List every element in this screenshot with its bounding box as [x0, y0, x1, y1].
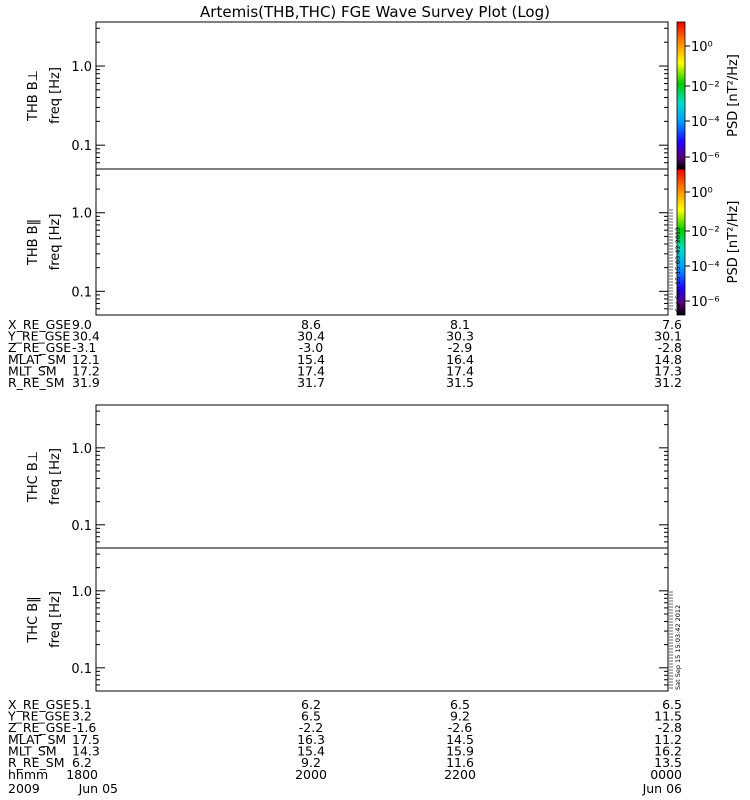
colorbar-tick-label: 10⁻⁶	[691, 151, 720, 166]
ephemeris-row-label: MLAT_SM	[8, 351, 67, 367]
ephemeris-value: 16.2	[654, 743, 682, 759]
y-axis-label: freq [Hz]	[48, 448, 63, 505]
time-tick-label: 2200	[444, 767, 476, 782]
ephemeris-row-label: MLT_SM	[8, 363, 57, 379]
year-label: 2009	[8, 781, 40, 796]
ephemeris-value: -3.1	[72, 340, 97, 356]
ephemeris-row-label: X_RE_GSE	[8, 317, 72, 332]
panel-frame	[96, 169, 668, 315]
ephemeris-row-label: R_RE_SM	[8, 755, 65, 770]
ephemeris-row-label: MLAT_SM	[8, 731, 67, 747]
probe-label: THC B⊥	[26, 450, 41, 503]
y-axis-label: freq [Hz]	[48, 213, 63, 271]
panel-4	[26, 548, 668, 691]
end-date: Jun 06	[642, 781, 682, 796]
ephemeris-row-label: MLT_SM	[8, 743, 57, 759]
ephemeris-value: 17.3	[654, 363, 682, 379]
ephemeris-value: 14.3	[72, 743, 100, 759]
colorbar-tick-label: 10⁻⁴	[691, 260, 720, 275]
ephemeris-value: 16.3	[297, 731, 325, 747]
ephemeris-row-label: R_RE_SM	[8, 375, 65, 390]
y-tick-label: 0.1	[71, 285, 92, 301]
ephemeris-value: 9.2	[301, 755, 321, 770]
ephemeris-value: 8.6	[301, 317, 321, 332]
spectrogram-panels	[26, 22, 668, 691]
colorbar-tick-label: 10⁻⁴	[691, 115, 720, 130]
time-tick-label: 2000	[295, 767, 327, 782]
ephemeris-value: 11.6	[446, 755, 474, 770]
ephemeris-value: -2.2	[298, 720, 324, 736]
ephemeris-thc	[7, 697, 682, 770]
probe-label: THC B‖	[26, 596, 41, 643]
colorbar-2	[677, 169, 741, 315]
colorbar-gradient	[677, 22, 685, 169]
ephemeris-value: 15.4	[297, 743, 325, 759]
ephemeris-value: -1.6	[72, 720, 97, 736]
ephemeris-value: 8.1	[450, 317, 470, 332]
ephemeris-value: 17.2	[72, 363, 100, 379]
panel-3	[26, 405, 668, 548]
y-axis-label: freq [Hz]	[48, 591, 63, 648]
ephemeris-value: 7.6	[662, 317, 682, 332]
ephemeris-value: -3.0	[298, 340, 324, 356]
ephemeris-row-label: Z_RE_GSE	[8, 720, 72, 736]
ephemeris-value: 17.5	[72, 731, 100, 747]
y-tick-label: 1.0	[71, 60, 92, 76]
ephemeris-tables	[7, 317, 682, 770]
probe-label: THB B‖	[26, 218, 41, 266]
y-axis-label: freq [Hz]	[48, 67, 63, 124]
panel-frame	[96, 405, 668, 548]
probe-label: THB B⊥	[26, 69, 41, 122]
start-date: Jun 05	[78, 781, 118, 796]
ephemeris-value: 30.3	[446, 328, 474, 344]
ephemeris-value: 5.1	[72, 697, 92, 712]
ephemeris-row-label: Y_RE_GSE	[8, 328, 71, 344]
ephemeris-value: 31.5	[446, 375, 474, 390]
ephemeris-value: 11.2	[654, 731, 682, 747]
ephemeris-value: 30.1	[654, 328, 682, 344]
ephemeris-value: 15.4	[297, 351, 325, 367]
ephemeris-value: 30.4	[72, 328, 100, 344]
ephemeris-value: 31.9	[72, 375, 100, 390]
y-tick-label: 0.1	[71, 661, 92, 677]
colorbar-label: PSD [nT²/Hz]	[726, 200, 741, 284]
ephemeris-value: 15.9	[446, 743, 474, 759]
timestamp-text: Sat Sep 15 15:03:42 2012	[674, 226, 682, 312]
ephemeris-row-label: Y_RE_GSE	[8, 708, 71, 724]
ephemeris-value: -2.9	[447, 340, 473, 356]
panel-1	[26, 22, 668, 169]
y-tick-label: 1.0	[71, 584, 92, 600]
colorbar-tick-label: 10⁰	[691, 186, 713, 201]
y-tick-label: 0.1	[71, 139, 92, 155]
panel-2	[26, 169, 668, 315]
ephemeris-value: 9.2	[450, 708, 470, 724]
ephemeris-value: 9.0	[72, 317, 92, 332]
colorbar-tick-label: 10⁻²	[691, 225, 720, 240]
ephemeris-thb	[7, 317, 682, 390]
ephemeris-value: 31.7	[297, 375, 325, 390]
ephemeris-value: 13.5	[654, 755, 682, 770]
ephemeris-value: 11.5	[654, 708, 682, 724]
time-tick-label: 1800	[66, 767, 98, 782]
timestamp-text: Sat Sep 15 15:03:42 2012	[674, 604, 682, 690]
ephemeris-value: 31.2	[654, 375, 682, 390]
ephemeris-value: 6.5	[662, 697, 682, 712]
timestamp-2	[669, 592, 682, 690]
ephemeris-value: 14.5	[446, 731, 474, 747]
y-tick-label: 1.0	[71, 206, 92, 222]
ephemeris-value: 6.2	[301, 697, 321, 712]
panel-frame	[96, 548, 668, 691]
ephemeris-value: -2.6	[447, 720, 473, 736]
ephemeris-value: 17.4	[446, 363, 474, 379]
ephemeris-value: 14.8	[654, 351, 682, 367]
ephemeris-value: 3.2	[72, 708, 92, 724]
colorbar-label: PSD [nT²/Hz]	[726, 54, 741, 137]
ephemeris-value: 16.4	[446, 351, 474, 367]
ephemeris-row-label: X_RE_GSE	[8, 697, 72, 712]
colorbar-1	[677, 22, 741, 169]
time-tick-label: 0000	[650, 767, 682, 782]
y-tick-label: 0.1	[71, 518, 92, 534]
ephemeris-value: -2.8	[657, 340, 682, 356]
colorbar-tick-label: 10⁻²	[691, 80, 720, 95]
ephemeris-value: 30.4	[297, 328, 325, 344]
time-axis	[8, 767, 682, 796]
colorbar-tick-label: 10⁻⁶	[691, 295, 720, 310]
ephemeris-value: 12.1	[72, 351, 100, 367]
y-tick-label: 1.0	[71, 441, 92, 457]
time-row-label: hhmm	[8, 767, 49, 782]
panel-frame	[96, 22, 668, 169]
page-title: Artemis(THB,THC) FGE Wave Survey Plot (Log)	[200, 3, 550, 21]
ephemeris-value: 6.2	[72, 755, 92, 770]
ephemeris-value: 6.5	[450, 697, 470, 712]
colorbar-tick-label: 10⁰	[691, 40, 713, 55]
ephemeris-value: -2.8	[657, 720, 682, 736]
ephemeris-row-label: Z_RE_GSE	[8, 340, 72, 356]
ephemeris-value: 6.5	[301, 708, 321, 724]
ephemeris-value: 17.4	[297, 363, 325, 379]
